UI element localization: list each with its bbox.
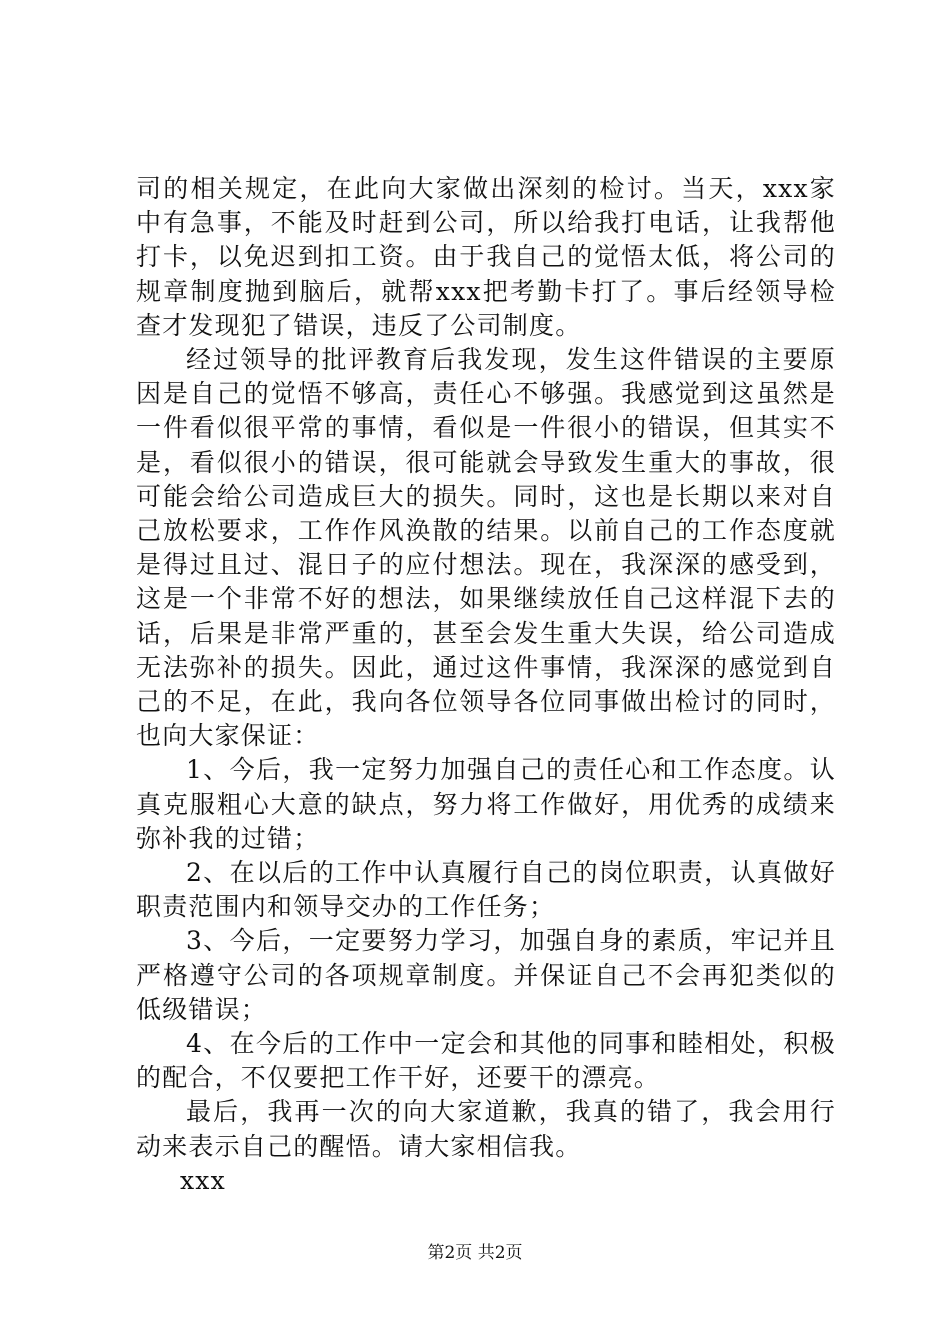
paragraph-pledge-2: 2、在以后的工作中认真履行自己的岗位职责，认真做好职责范围内和领导交办的工作任务； [136, 858, 836, 922]
paragraph-closing: 最后，我再一次的向大家道歉，我真的错了，我会用行动来表示自己的醒悟。请大家相信我。 [136, 1097, 836, 1161]
signature: xxx [180, 1165, 226, 1195]
document-body [136, 172, 836, 1198]
paragraph-pledge-1: 1、今后，我一定努力加强自己的责任心和工作态度。认真克服粗心大意的缺点，努力将工作做好，用优秀的成绩来弥补我的过错； [136, 755, 836, 853]
paragraph-pledge-4: 4、在今后的工作中一定会和其他的同事和睦相处，积极的配合，不仅要把工作干好，还要干的漂亮。 [136, 1029, 836, 1093]
paragraph-intro-continuation: 司的相关规定，在此向大家做出深刻的检讨。当天，xxx家中有急事，不能及时赶到公司，所以给我打电话，让我帮他打卡，以免迟到扣工资。由于我自己的觉悟太低，将公司的规章制度抛到脑后，就帮xxx把考勤卡打了。事后经领导检查才发现犯了错误，违反了公司制度。 [136, 174, 836, 340]
paragraph-reflection: 经过领导的批评教育后我发现，发生这件错误的主要原因是自己的觉悟不够高，责任心不够强。我感觉到这虽然是一件看似很平常的事情，看似是一件很小的错误，但其实不是，看似很小的错误，很可能就会导致发生重大的事故，很可能会给公司造成巨大的损失。同时，这也是长期以来对自己放松要求，工作作风涣散的结果。以前自己的工作态度就是得过且过、混日子的应付想法。现在，我深深的感受到，这是一个非常不好的想法，如果继续放任自己这样混下去的话，后果是非常严重的，甚至会发生重大失误，给公司造成无法弥补的损失。因此，通过这件事情，我深深的感觉到自己的不足，在此，我向各位领导各位同事做出检讨的同时，也向大家保证： [136, 345, 836, 751]
paragraph-pledge-3: 3、今后，一定要努力学习，加强自身的素质，牢记并且严格遵守公司的各项规章制度。并保证自己不会再犯类似的低级错误； [136, 926, 836, 1024]
page-number-footer: 第2页 共2页 [427, 1243, 523, 1263]
